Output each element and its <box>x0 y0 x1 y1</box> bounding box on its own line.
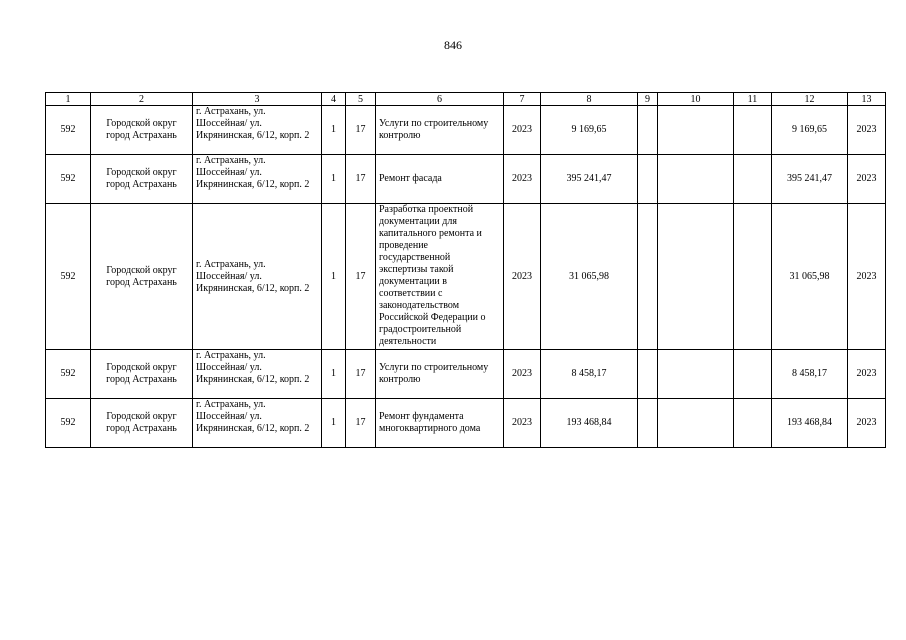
column-header: 13 <box>848 93 886 106</box>
cell-total-cost: 395 241,47 <box>541 155 638 204</box>
cell-col12: 193 468,84 <box>772 399 848 448</box>
cell-year: 2023 <box>504 399 541 448</box>
cell-municipality: Городской округ город Астрахань <box>91 399 193 448</box>
cell-address: г. Астрахань, ул. Шоссейная/ ул. Икрянинская, 6/12, корп. 2 <box>193 350 322 399</box>
column-header: 12 <box>772 93 848 106</box>
cell-col4: 1 <box>322 155 346 204</box>
cell-col10 <box>658 350 734 399</box>
cell-address: г. Астрахань, ул. Шоссейная/ ул. Икрянинская, 6/12, корп. 2 <box>193 399 322 448</box>
cell-col5: 17 <box>346 204 376 350</box>
cell-col9 <box>638 399 658 448</box>
cell-col4: 1 <box>322 399 346 448</box>
cell-col12: 8 458,17 <box>772 350 848 399</box>
column-header: 1 <box>46 93 91 106</box>
cell-col13: 2023 <box>848 106 886 155</box>
column-header: 8 <box>541 93 638 106</box>
cell-col9 <box>638 106 658 155</box>
cell-year: 2023 <box>504 350 541 399</box>
column-header: 11 <box>734 93 772 106</box>
cell-total-cost: 193 468,84 <box>541 399 638 448</box>
cell-col5: 17 <box>346 399 376 448</box>
cell-address: г. Астрахань, ул. Шоссейная/ ул. Икрянинская, 6/12, корп. 2 <box>193 106 322 155</box>
cell-work-type: Ремонт фундамента многоквартирного дома <box>376 399 504 448</box>
cell-col9 <box>638 350 658 399</box>
cell-col11 <box>734 399 772 448</box>
cell-col5: 17 <box>346 350 376 399</box>
cell-municipality: Городской округ город Астрахань <box>91 350 193 399</box>
cell-col4: 1 <box>322 350 346 399</box>
cell-address: г. Астрахань, ул. Шоссейная/ ул. Икрянинская, 6/12, корп. 2 <box>193 155 322 204</box>
cell-col11 <box>734 350 772 399</box>
cell-municipality: Городской округ город Астрахань <box>91 155 193 204</box>
cell-number: 592 <box>46 155 91 204</box>
cell-col12: 9 169,65 <box>772 106 848 155</box>
cell-total-cost: 31 065,98 <box>541 204 638 350</box>
page-number: 846 <box>444 38 462 52</box>
cell-work-type: Разработка проектной документации для капитального ремонта и проведение государственной экспертизы такой документации в соответствии с законодательством Российской Федерации о градостроительной деятельности <box>376 204 504 350</box>
cell-number: 592 <box>46 204 91 350</box>
cell-year: 2023 <box>504 204 541 350</box>
cell-col10 <box>658 155 734 204</box>
cell-col4: 1 <box>322 106 346 155</box>
cell-work-type: Ремонт фасада <box>376 155 504 204</box>
cell-col5: 17 <box>346 155 376 204</box>
capital-repair-table <box>45 92 886 448</box>
cell-col11 <box>734 155 772 204</box>
cell-col4: 1 <box>322 204 346 350</box>
cell-total-cost: 8 458,17 <box>541 350 638 399</box>
cell-total-cost: 9 169,65 <box>541 106 638 155</box>
cell-number: 592 <box>46 399 91 448</box>
cell-col9 <box>638 204 658 350</box>
cell-col12: 31 065,98 <box>772 204 848 350</box>
cell-municipality: Городской округ город Астрахань <box>91 106 193 155</box>
cell-address: г. Астрахань, ул. Шоссейная/ ул. Икрянинская, 6/12, корп. 2 <box>193 204 322 350</box>
column-number-row <box>46 93 886 106</box>
table-row <box>46 155 886 204</box>
cell-col11 <box>734 106 772 155</box>
cell-work-type: Услуги по строительному контролю <box>376 350 504 399</box>
cell-col13: 2023 <box>848 204 886 350</box>
cell-work-type: Услуги по строительному контролю <box>376 106 504 155</box>
cell-col10 <box>658 204 734 350</box>
cell-col13: 2023 <box>848 399 886 448</box>
cell-col10 <box>658 399 734 448</box>
cell-col9 <box>638 155 658 204</box>
cell-number: 592 <box>46 106 91 155</box>
column-header: 4 <box>322 93 346 106</box>
cell-number: 592 <box>46 350 91 399</box>
column-header: 9 <box>638 93 658 106</box>
cell-col11 <box>734 204 772 350</box>
column-header: 2 <box>91 93 193 106</box>
table-row <box>46 204 886 350</box>
cell-year: 2023 <box>504 106 541 155</box>
column-header: 6 <box>376 93 504 106</box>
table-row <box>46 350 886 399</box>
cell-municipality: Городской округ город Астрахань <box>91 204 193 350</box>
cell-col5: 17 <box>346 106 376 155</box>
cell-col10 <box>658 106 734 155</box>
column-header: 10 <box>658 93 734 106</box>
cell-col13: 2023 <box>848 155 886 204</box>
table-row <box>46 106 886 155</box>
table-row <box>46 399 886 448</box>
column-header: 3 <box>193 93 322 106</box>
cell-year: 2023 <box>504 155 541 204</box>
cell-col12: 395 241,47 <box>772 155 848 204</box>
column-header: 7 <box>504 93 541 106</box>
cell-col13: 2023 <box>848 350 886 399</box>
column-header: 5 <box>346 93 376 106</box>
